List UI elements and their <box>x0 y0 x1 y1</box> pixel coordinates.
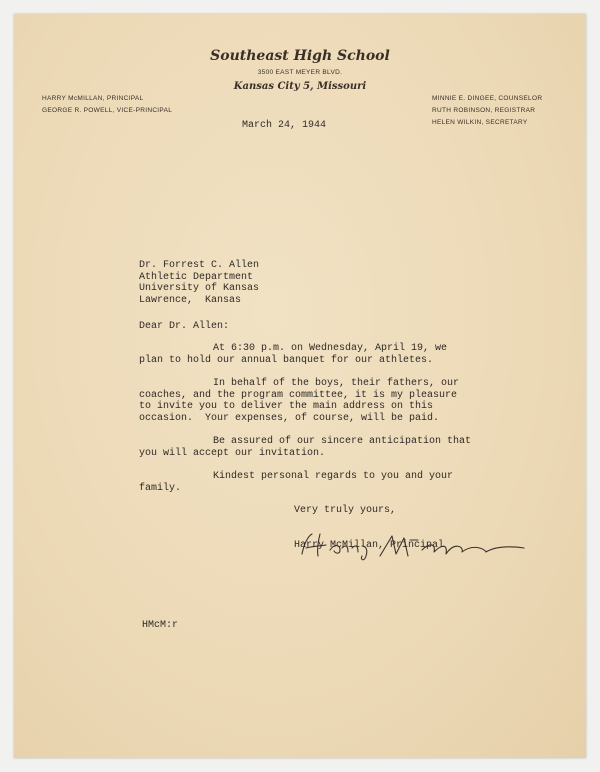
paragraph-4 <box>139 471 453 494</box>
staff-counselor: MINNIE E. DINGEE, COUNSELOR <box>432 95 543 102</box>
staff-vice-principal: GEORGE R. POWELL, VICE-PRINCIPAL <box>42 107 173 114</box>
school-name: Southeast High School <box>210 48 390 64</box>
staff-right-list <box>432 93 542 129</box>
school-address: 3500 EAST MEYER BLVD. <box>257 69 343 76</box>
paragraph-line: Kindest personal regards to you and your <box>213 471 454 482</box>
closing: Very truly yours, <box>294 505 397 516</box>
recipient-line: Lawrence, Kansas <box>139 294 242 306</box>
letter-date: March 24, 1944 <box>242 120 327 131</box>
salutation: Dear Dr. Allen: <box>139 321 230 332</box>
recipient-line: Athletic Department <box>139 271 254 283</box>
paragraph-line: occasion. Your expenses, of course, will be paid. <box>139 412 440 424</box>
typist-initials: HMcM:r <box>142 620 179 631</box>
paragraph-line: you will accept our invitation. <box>139 447 326 459</box>
staff-registrar: RUTH ROBINSON, REGISTRAR <box>432 107 536 114</box>
recipient-line: Dr. Forrest C. Allen <box>139 260 260 271</box>
paragraph-3 <box>139 436 471 459</box>
paragraph-line: Be assured of our sincere anticipation that <box>213 436 472 447</box>
paragraph-line: At 6:30 p.m. on Wednesday, April 19, we <box>213 343 448 354</box>
paragraph-line: to invite you to deliver the main address on this <box>139 401 434 412</box>
recipient-line: University of Kansas <box>139 283 260 294</box>
staff-principal: HARRY McMILLAN, PRINCIPAL <box>42 95 144 102</box>
letter-paper <box>14 14 586 758</box>
staff-left-list <box>42 93 172 117</box>
signer-name: Harry McMillan, Principal <box>294 540 445 551</box>
paragraph-line: family. <box>139 482 182 494</box>
school-city: Kansas City 5, Missouri <box>233 81 367 92</box>
paragraph-line: In behalf of the boys, their fathers, our <box>213 378 460 389</box>
paragraph-line: plan to hold our annual banquet for our athletes. <box>139 354 434 366</box>
paragraph-1 <box>139 343 447 366</box>
paragraph-2 <box>139 378 459 424</box>
staff-secretary: HELEN WILKIN, SECRETARY <box>432 119 528 126</box>
paragraph-line: coaches, and the program committee, it is my pleasure <box>139 389 458 401</box>
recipient-address <box>139 260 259 306</box>
